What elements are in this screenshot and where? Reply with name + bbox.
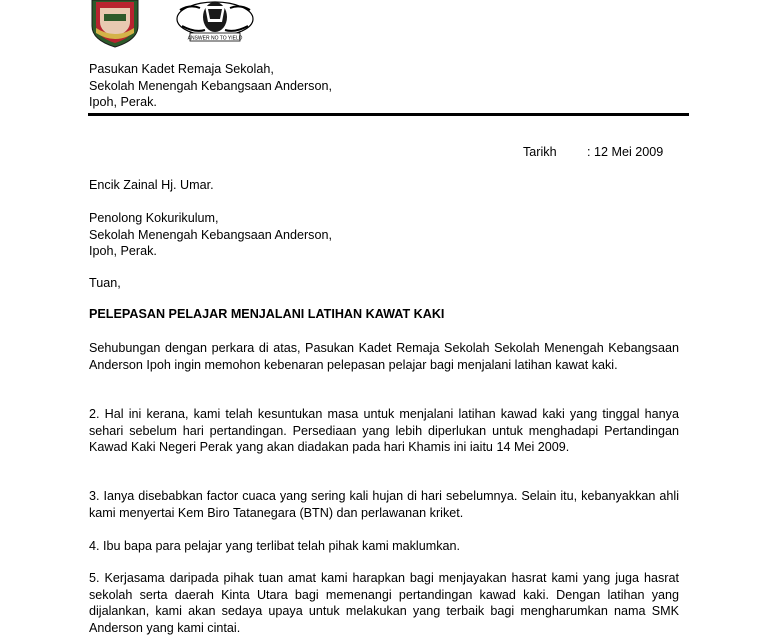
school-crest-logo [92,0,138,47]
paragraph-line: 3. Ianya disebabkan factor cuaca yang sering kali hujan di hari sebelumnya. Selain itu, [89,489,578,503]
letterhead-divider [88,113,689,116]
letter-subject: PELEPASAN PELAJAR MENJALANI LATIHAN KAWAT KAKI [89,307,445,321]
paragraph-line: kawat kaki. [555,357,618,372]
paragraph-line: hanya sehari sebelum hari pertandingan. Persediaan yang lebih diperlukan untuk menghadapi [89,407,679,438]
body-paragraph-4 [89,538,679,555]
body-paragraph-1 [89,340,679,373]
paragraph-line: latihan yang dijalankan, kami akan sedaya upaya untuk melakukan yang terbaik bagi [89,587,680,618]
sender-line: Pasukan Kadet Remaja Sekolah, [89,62,274,76]
body-paragraph-2 [89,406,679,456]
recipient-address [89,210,332,260]
cadet-emblem-logo [177,2,253,42]
recipient-line: Sekolah Menengah Kebangsaan Anderson, [89,227,332,242]
letter-date [523,145,663,159]
recipient-line: Ipoh, Perak. [89,244,157,258]
sender-line: Ipoh, Perak. [89,95,157,109]
letterhead-logos [0,0,768,48]
recipient-line: Penolong Kokurikulum, [89,211,219,225]
date-label: Tarikh [523,145,557,159]
logo-area [0,0,768,48]
recipient-name: Encik Zainal Hj. Umar. [89,178,214,192]
paragraph-line: 4. Ibu bapa para pelajar yang terlibat telah pihak kami maklumkan. [89,539,461,553]
salutation: Tuan, [89,276,121,290]
sender-address [89,61,332,111]
paragraph-line: kebanyakkan ahli kami menyertai Kem Biro Tatanegara (BTN) dan perlawanan kriket. [89,489,679,520]
body-paragraph-3 [89,488,679,521]
paragraph-line: hasrat sekolah serta daerah Kinta Utara bagi memenangi pertandingan kawad kaki. Dengan [89,571,679,602]
date-value: : 12 Mei 2009 [587,145,664,159]
body-paragraph-5 [89,570,679,636]
paragraph-line: Pertandingan Kawad Kaki Negeri Perak yang akan diadakan pada hari Khamis ini iaitu 14 Mei [89,423,680,454]
paragraph-line: 2. Hal ini kerana, kami telah kesuntukan masa untuk menjalani latihan kawad kaki yang tinggal [89,407,640,421]
emblem-motto: ANSWER NO TO YIELD [187,35,243,42]
paragraph-line: Kebangsaan Anderson Ipoh ingin memohon kebenaran pelepasan pelajar bagi menjalani latihan [89,341,679,372]
paragraph-line: 2009. [537,440,570,454]
paragraph-line: mengharumkan nama SMK Anderson yang kami cintai. [89,604,680,635]
paragraph-line: Sehubungan dengan perkara di atas, Pasukan Kadet Remaja Sekolah Sekolah Menengah [89,341,604,355]
paragraph-line: 5. Kerjasama daripada pihak tuan amat kami harapkan bagi menjayakan hasrat kami yang juga [89,571,640,585]
sender-line: Sekolah Menengah Kebangsaan Anderson, [89,78,332,93]
